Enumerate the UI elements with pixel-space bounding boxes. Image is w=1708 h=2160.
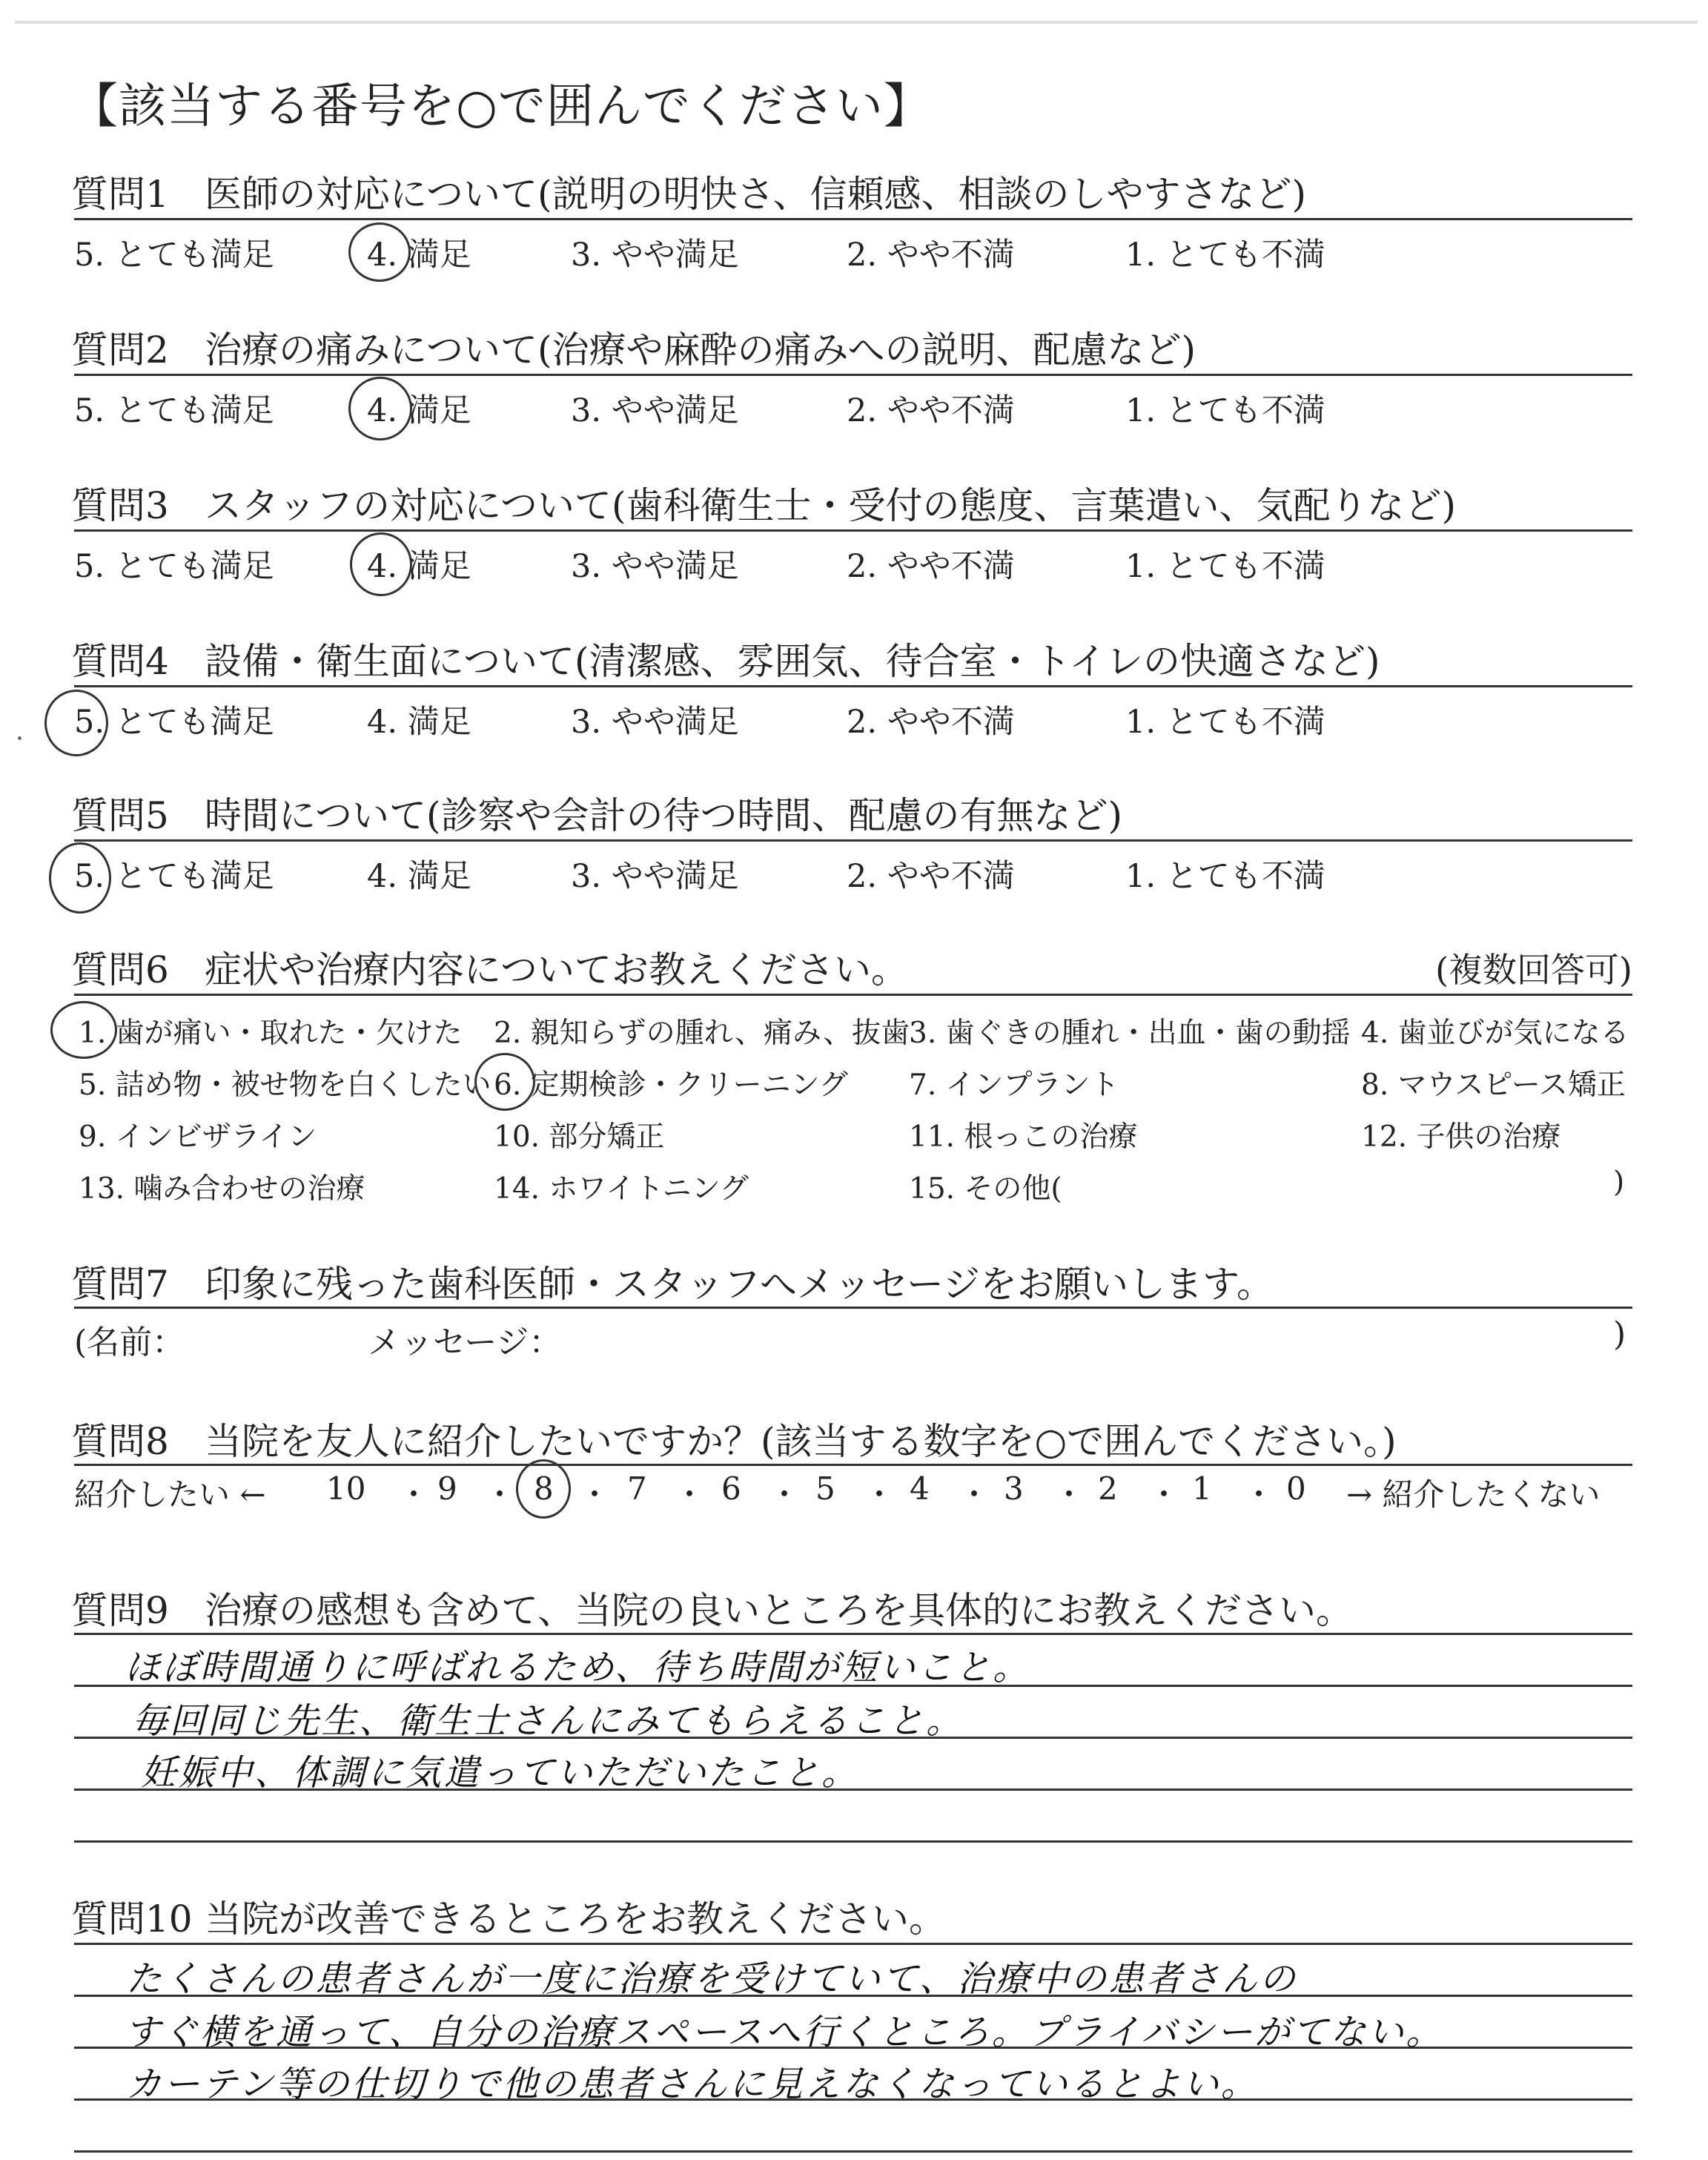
option-3[interactable]: 3. やや満足 [571, 704, 739, 741]
question-8-rule [74, 1464, 1632, 1466]
scale-sep: ・ [674, 1476, 706, 1513]
question-5-options [74, 851, 1632, 896]
scale-6[interactable]: 6 [721, 1470, 741, 1507]
symptom-option-8[interactable]: 8. マウスピース矯正 [1361, 1069, 1626, 1102]
handwritten-answer-line: すぐ横を通って、自分の治療スペースへ行くところ。プライバシーがてない。 [125, 2012, 1444, 2053]
scale-sep: ・ [1243, 1476, 1275, 1513]
option-4[interactable]: 4. 満足 [367, 858, 471, 895]
question-3-label: 質問3 [71, 484, 169, 527]
scale-sep: ・ [398, 1476, 430, 1513]
option-4[interactable]: 4. 満足 [367, 548, 471, 585]
answer-line [74, 1943, 1632, 1945]
option-3[interactable]: 3. やや満足 [571, 237, 739, 274]
symptom-option-3[interactable]: 3. 歯ぐきの腫れ・出血・歯の動揺 [909, 1017, 1351, 1050]
option-1[interactable]: 1. とても不満 [1125, 392, 1325, 429]
question-2-text: 治療の痛みについて(治療や麻酔の痛みへの説明、配慮など) [205, 328, 1196, 371]
question-6-text: 症状や治療内容についてお教えください。 [205, 948, 908, 991]
symptom-option-4[interactable]: 4. 歯並びが気になる [1361, 1017, 1629, 1050]
scale-sep: ・ [579, 1476, 611, 1513]
question-1-rule [74, 218, 1632, 220]
option-5[interactable]: 5. とても満足 [74, 858, 274, 895]
other-close-paren: ) [1613, 1166, 1625, 1199]
question-5-rule [74, 839, 1632, 842]
question-4-rule [74, 685, 1632, 687]
selected-answer-circle [516, 1459, 571, 1519]
option-2[interactable]: 2. やや不満 [847, 237, 1015, 274]
scale-sep: ・ [484, 1476, 516, 1513]
message-close-paren: ) [1613, 1315, 1626, 1353]
question-4-text: 設備・衛生面について(清潔感、雰囲気、待合室・トイレの快適さなど) [205, 640, 1380, 683]
question-8-text: 当院を友人に紹介したいですか？(該当する数字を○で囲んでください。) [205, 1420, 1397, 1463]
top-border [15, 21, 1698, 24]
question-4 [71, 632, 1380, 685]
scale-left-label: 紹介したい ← [74, 1476, 266, 1513]
symptom-option-13[interactable]: 13. 噛み合わせの治療 [79, 1172, 365, 1206]
option-5[interactable]: 5. とても満足 [74, 704, 274, 741]
question-8-label: 質問8 [71, 1420, 169, 1463]
question-1 [71, 165, 1306, 218]
scale-8[interactable]: 8 [534, 1470, 554, 1507]
answer-line [74, 1840, 1632, 1843]
symptom-option-6[interactable]: 6. 定期検診・クリーニング [494, 1069, 848, 1102]
answer-line [74, 1633, 1632, 1635]
scale-0[interactable]: 0 [1286, 1470, 1306, 1507]
option-4[interactable]: 4. 満足 [367, 392, 471, 429]
option-5[interactable]: 5. とても満足 [74, 548, 274, 585]
option-5[interactable]: 5. とても満足 [74, 237, 274, 274]
symptom-option-7[interactable]: 7. インプラント [909, 1069, 1119, 1102]
option-5[interactable]: 5. とても満足 [74, 392, 274, 429]
question-10-text: 当院が改善できるところをお教えください。 [205, 1898, 946, 1941]
question-3-rule [74, 529, 1632, 532]
option-3[interactable]: 3. やや満足 [571, 548, 739, 585]
question-8 [71, 1412, 1397, 1465]
question-7-text: 印象に残った歯科医師・スタッフへメッセージをお願いします。 [205, 1263, 1274, 1306]
question-4-label: 質問4 [71, 640, 169, 683]
option-1[interactable]: 1. とても不満 [1125, 548, 1325, 585]
option-3[interactable]: 3. やや満足 [571, 392, 739, 429]
selected-answer-circle [350, 532, 412, 596]
question-2 [71, 320, 1196, 374]
question-1-label: 質問1 [71, 173, 169, 216]
question-7-label: 質問7 [71, 1263, 169, 1306]
handwritten-answer-line: カーテン等の仕切りで他の患者さんに見えなくなっているとよい。 [126, 2064, 1259, 2105]
scale-9[interactable]: 9 [437, 1470, 457, 1507]
symptom-option-5[interactable]: 5. 詰め物・被せ物を白くしたい [79, 1069, 491, 1102]
handwritten-answer-line: 毎回同じ先生、衛生士さんにみてもらえること。 [132, 1700, 964, 1742]
question-2-options [74, 386, 1632, 430]
handwritten-answer-line: ほぼ時間通りに呼ばれるため、待ち時間が短いこと。 [125, 1647, 1031, 1688]
scale-10[interactable]: 10 [326, 1470, 366, 1507]
question-7 [71, 1255, 1274, 1308]
option-2[interactable]: 2. やや不満 [847, 704, 1015, 741]
scale-1[interactable]: 1 [1192, 1470, 1212, 1507]
question-9 [71, 1581, 1353, 1634]
scale-3[interactable]: 3 [1004, 1470, 1024, 1507]
symptom-option-10[interactable]: 10. 部分矯正 [494, 1120, 665, 1154]
selected-answer-circle [44, 690, 108, 756]
page-title: 【該当する番号を○で囲んでください】 [70, 79, 932, 134]
scale-sep: ・ [769, 1476, 801, 1513]
selected-answer-circle [348, 222, 411, 282]
scale-5[interactable]: 5 [815, 1470, 835, 1507]
option-4[interactable]: 4. 満足 [367, 237, 471, 274]
question-3-text: スタッフの対応について(歯科衛生士・受付の態度、言葉遣い、気配りなど) [205, 484, 1457, 527]
symptom-option-15[interactable]: 15. その他( [909, 1172, 1062, 1206]
name-label: (名前： [74, 1324, 185, 1361]
symptom-option-11[interactable]: 11. 根っこの治療 [909, 1120, 1138, 1154]
question-2-label: 質問2 [71, 328, 169, 371]
question-9-label: 質問9 [71, 1589, 169, 1632]
option-1[interactable]: 1. とても不満 [1125, 858, 1325, 895]
scale-4[interactable]: 4 [910, 1470, 930, 1507]
scale-sep: ・ [864, 1476, 896, 1513]
question-3 [71, 476, 1456, 529]
question-1-options [74, 230, 1632, 274]
option-1[interactable]: 1. とても不満 [1125, 704, 1325, 741]
symptom-option-2[interactable]: 2. 親知らずの腫れ、痛み、抜歯 [494, 1017, 910, 1050]
scale-sep: ・ [959, 1476, 990, 1513]
question-6 [71, 940, 908, 994]
scale-2[interactable]: 2 [1098, 1470, 1118, 1507]
option-2[interactable]: 2. やや不満 [847, 858, 1015, 895]
question-5 [71, 786, 1122, 839]
option-3[interactable]: 3. やや満足 [571, 858, 739, 895]
message-label: メッセージ： [368, 1324, 562, 1361]
question-3-options [74, 541, 1632, 586]
handwritten-answer-line: たくさんの患者さんが一度に治療を受けていて、治療中の患者さんの [126, 1958, 1298, 2000]
scale-7[interactable]: 7 [627, 1470, 647, 1507]
option-4[interactable]: 4. 満足 [367, 704, 471, 741]
multiple-answers-note: (複数回答可) [1435, 950, 1632, 990]
selected-answer-circle [50, 1001, 117, 1059]
handwritten-answer-line: 妊娠中、体調に気遣っていただいたこと。 [141, 1752, 860, 1794]
symptom-option-9[interactable]: 9. インビザライン [79, 1120, 317, 1154]
scale-sep: ・ [1148, 1476, 1180, 1513]
question-4-options [74, 697, 1632, 742]
question-6-label: 質問6 [71, 948, 169, 991]
selected-answer-circle [474, 1053, 535, 1111]
selected-answer-circle [348, 377, 412, 440]
question-10 [71, 1889, 946, 1943]
symptom-option-12[interactable]: 12. 子供の治療 [1361, 1120, 1561, 1154]
question-5-text: 時間について(診察や会計の待つ時間、配慮の有無など) [205, 794, 1123, 837]
question-10-label: 質問10 [71, 1898, 193, 1941]
question-1-text: 医師の対応について(説明の明快さ、信頼感、相談のしやすさなど) [205, 173, 1307, 216]
question-9-text: 治療の感想も含めて、当院の良いところを具体的にお教えください。 [205, 1589, 1353, 1632]
scale-sep: ・ [1053, 1476, 1085, 1513]
symptom-option-1[interactable]: 1. 歯が痛い・取れた・欠けた [79, 1017, 463, 1050]
option-2[interactable]: 2. やや不満 [847, 392, 1015, 429]
symptom-option-14[interactable]: 14. ホワイトニング [494, 1172, 749, 1206]
question-5-label: 質問5 [71, 794, 169, 837]
question-2-rule [74, 374, 1632, 376]
question-6-rule [74, 994, 1632, 996]
option-1[interactable]: 1. とても不満 [1125, 237, 1325, 274]
answer-line [74, 2150, 1632, 2153]
option-2[interactable]: 2. やや不満 [847, 548, 1015, 585]
selected-answer-circle [49, 842, 111, 914]
scale-right-label: → 紹介したくない [1346, 1476, 1601, 1513]
question-7-rule [74, 1307, 1632, 1309]
scan-speck [18, 736, 21, 740]
